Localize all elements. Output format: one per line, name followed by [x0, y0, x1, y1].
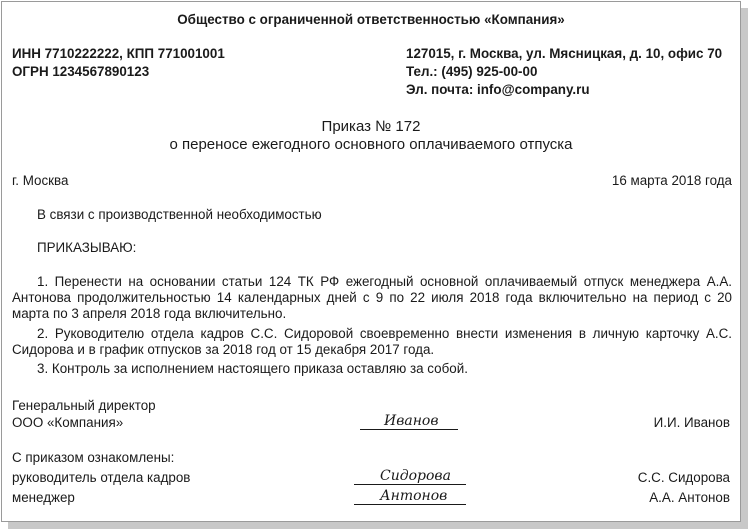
order-command: ПРИКАЗЫВАЮ: — [37, 240, 137, 255]
acquainted-label: С приказом ознакомлены: — [12, 450, 175, 465]
order-item-2: 2. Руководителю отдела кадров С.С. Сидоровой своевременно внести изменения в личную карточку А.С. Сидорова и в график отпусков за 2018 год от 15 декабря 2017 года. — [12, 326, 732, 357]
order-document — [1, 1, 741, 522]
hr-signature-line — [354, 484, 466, 485]
manager-title: менеджер — [12, 490, 75, 505]
director-org: ООО «Компания» — [12, 415, 124, 430]
order-city: г. Москва — [12, 173, 69, 188]
company-name: Общество с ограниченной ответственностью «Компания» — [177, 12, 565, 27]
order-item-3: 3. Контроль за исполнением настоящего приказа оставляю за собой. — [37, 361, 468, 376]
order-intro: В связи с производственной необходимостью — [37, 207, 322, 222]
manager-name: А.А. Антонов — [649, 490, 730, 505]
ogrn: ОГРН 1234567890123 — [12, 64, 150, 79]
director-signature-line — [360, 429, 458, 430]
hr-name: С.С. Сидорова — [637, 470, 730, 485]
director-signature: Иванов — [384, 413, 439, 429]
company-address: 127015, г. Москва, ул. Мясницкая, д. 10, офис 70 — [406, 46, 723, 61]
manager-signature: Антонов — [380, 488, 448, 504]
company-email: Эл. почта: info@company.ru — [406, 82, 590, 97]
director-name: И.И. Иванов — [653, 415, 730, 430]
order-number: Приказ № 172 — [321, 118, 421, 135]
manager-signature-line — [354, 504, 466, 505]
order-date: 16 марта 2018 года — [611, 173, 732, 188]
inn-kpp: ИНН 7710222222, КПП 771001001 — [12, 46, 225, 61]
director-title: Генеральный директор — [12, 398, 156, 413]
order-subject: о переносе ежегодного основного оплачиваемого отпуска — [169, 136, 573, 153]
hr-title: руководитель отдела кадров — [12, 470, 191, 485]
order-item-1: 1. Перенести на основании статьи 124 ТК РФ ежегодный основной оплачиваемый отпуск менеджера А.А. Антонова продолжительностью 14 календарных дней с 9 по 22 июля 2018 года включительно на период с 20 марта по 3 апреля 2018 года включительно. — [12, 274, 732, 321]
company-phone: Тел.: (495) 925-00-00 — [406, 64, 538, 79]
hr-signature: Сидорова — [380, 468, 451, 484]
